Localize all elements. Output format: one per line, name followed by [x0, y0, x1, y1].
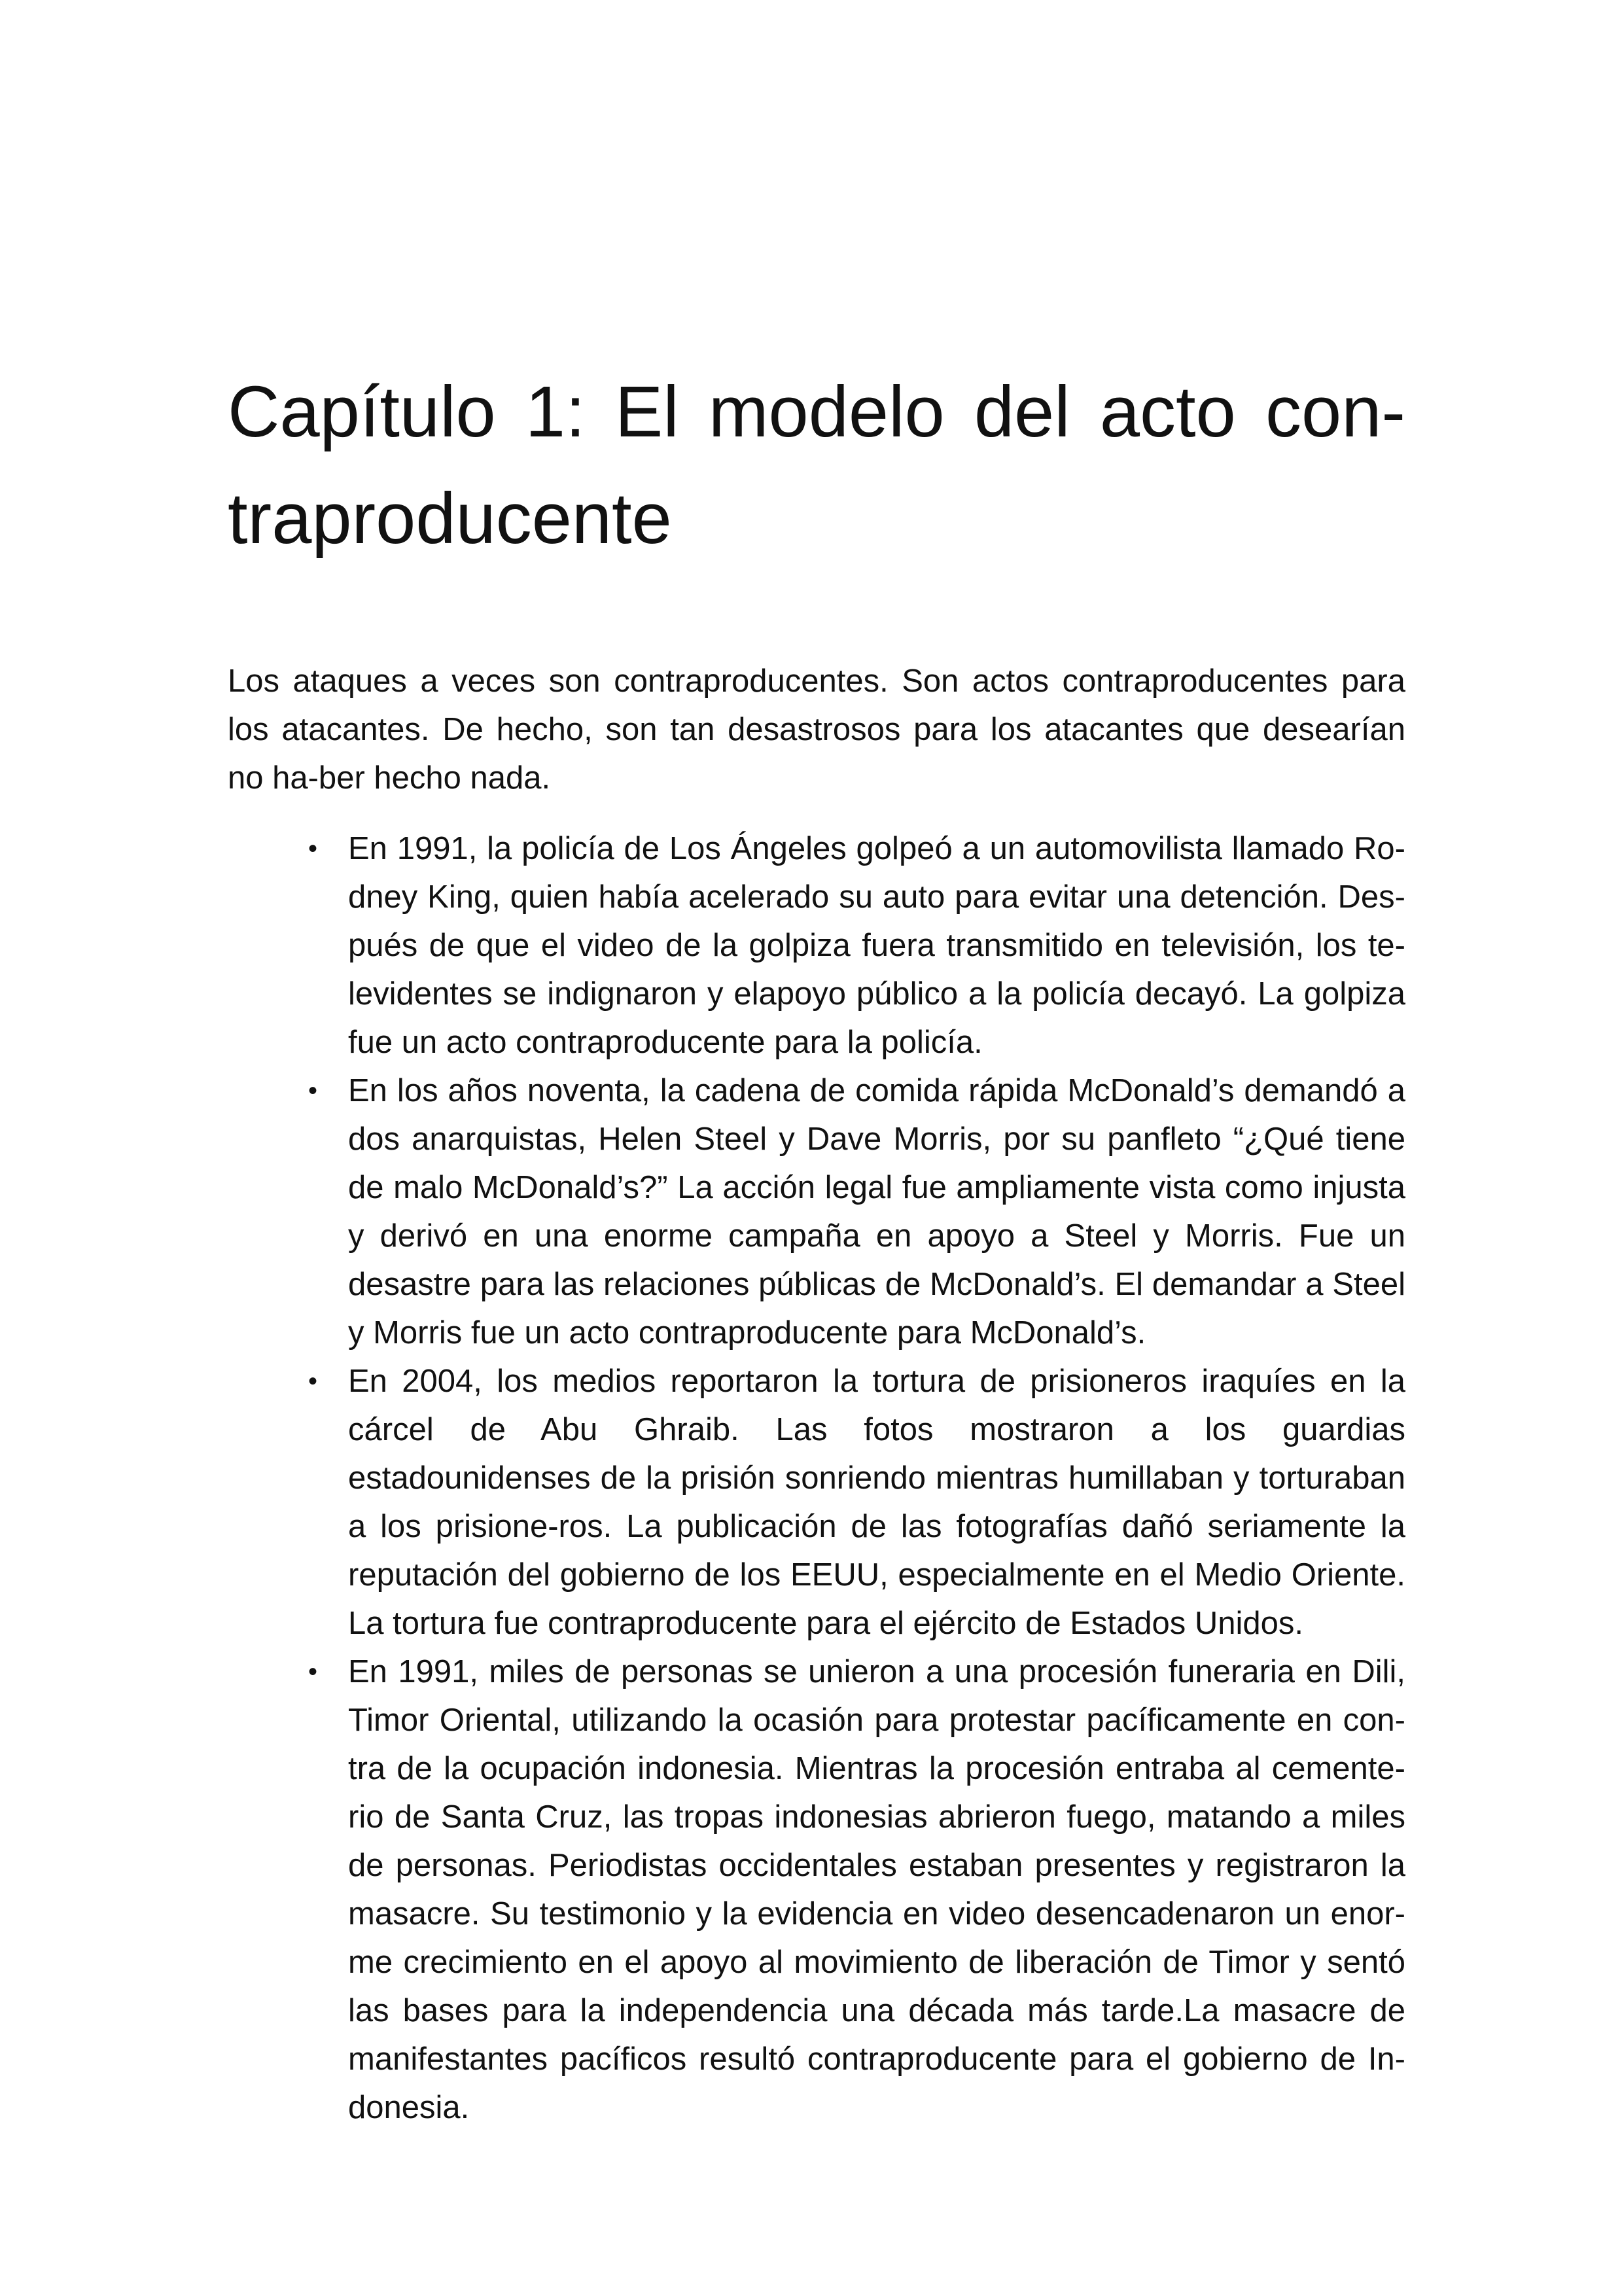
list-item-text: En 1991, miles de personas se unieron a una procesión funeraria en Dili, Timor Oriental, utilizando la ocasión para protestar pacíficamente en con-tra de la ocupación indonesia. Mientras la procesión entraba al cemente-rio de Santa Cruz, las tropas indonesias abrieron fuego, matando a miles de personas. Periodistas occidentales estaban presentes y registraron la masacre. Su testimonio y la evidencia en video desencadenaron un enor-me crecimiento en el apoyo al movimiento de liberación de Timor y sentó las bases para la independencia una década más tarde.La masacre de manifestantes pacíficos resultó contraproducente para el gobierno de In-donesia. — [348, 1654, 1405, 2125]
bullet-icon: • — [308, 1657, 317, 1686]
list-item — [228, 824, 1405, 1067]
page-content — [228, 359, 1405, 2132]
example-list — [228, 824, 1405, 2132]
bullet-icon: • — [308, 834, 317, 863]
list-item — [228, 1357, 1405, 1648]
bullet-icon: • — [308, 1367, 317, 1396]
chapter-title: Capítulo 1: El modelo del acto con-traproducente — [228, 372, 1405, 559]
list-item-text: En los años noventa, la cadena de comida rápida McDonald’s demandó a dos anarquistas, Helen Steel y Dave Morris, por su panfleto “¿Qué tiene de malo McDonald’s?” La acción legal fue ampliamente vista como injusta y derivó en una enorme campaña en apoyo a Steel y Morris. Fue un desastre para las relaciones públicas de McDonald’s. El demandar a Steel y Morris fue un acto contraproducente para McDonald’s. — [348, 1073, 1405, 1351]
list-item-text: En 1991, la policía de Los Ángeles golpeó a un automovilista llamado Ro-dney King, quien había acelerado su auto para evitar una detención. Des-pués de que el video de la golpiza fuera transmitido en televisión, los te-levidentes se indignaron y elapoyo público a la policía decayó. La golpiza fue un acto contraproducente para la policía. — [348, 831, 1405, 1060]
list-item — [228, 1067, 1405, 1357]
list-item — [228, 1648, 1405, 2132]
list-item-text: En 2004, los medios reportaron la tortura de prisioneros iraquíes en la cárcel de Abu Ghraib. Las fotos mostraron a los guardias estadounidenses de la prisión sonriendo mientras humillaban y torturaban a los prisione-ros. La publicación de las fotografías dañó seriamente la reputación del gobierno de los EEUU, especialmente en el Medio Oriente. La tortura fue contraproducente para el ejército de Estados Unidos. — [348, 1364, 1405, 1641]
bullet-icon: • — [308, 1076, 317, 1105]
intro-paragraph: Los ataques a veces son contraproducentes. Son actos contraproducentes para los atacantes. De hecho, son tan desastrosos para los atacantes que desearían no ha-ber hecho nada. — [228, 663, 1405, 796]
